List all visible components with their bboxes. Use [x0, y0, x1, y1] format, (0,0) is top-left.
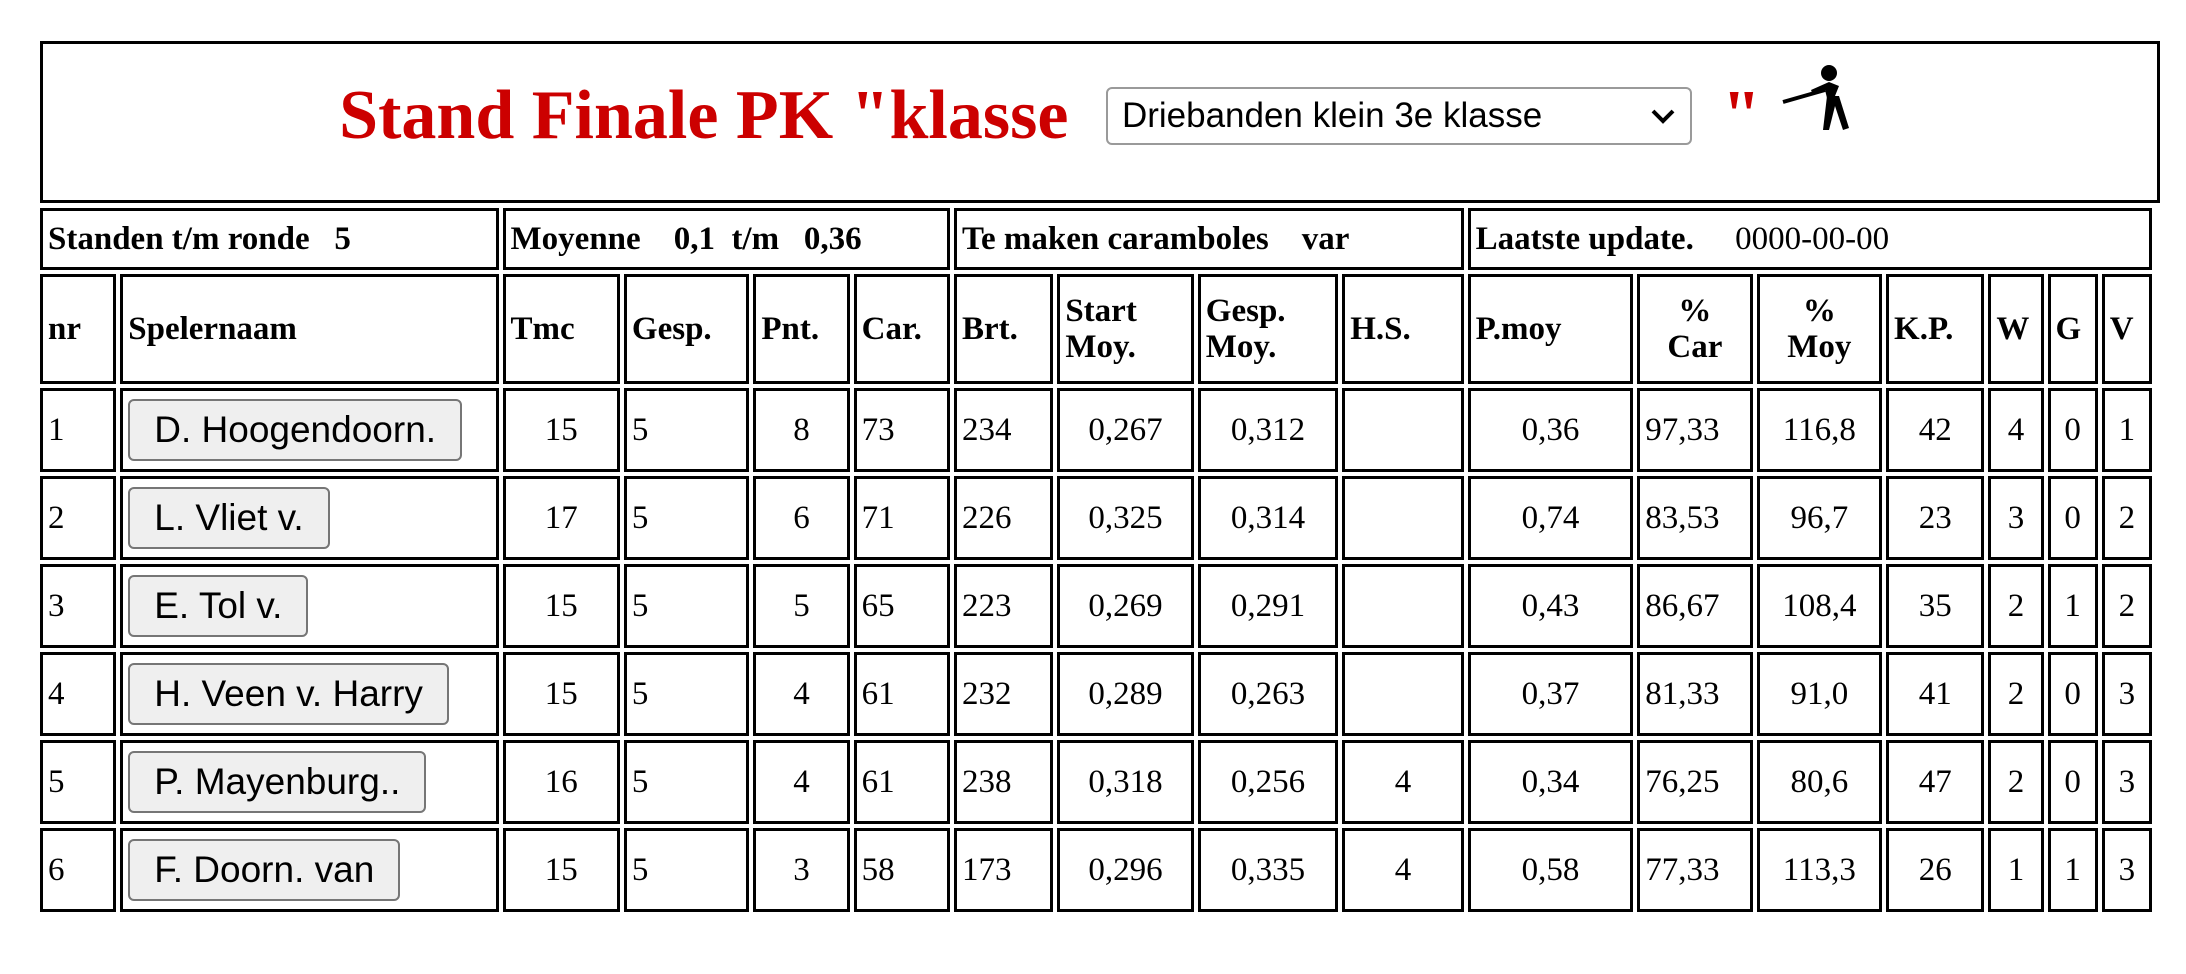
title-box [40, 41, 2160, 203]
cell-tmc: 15 [503, 652, 620, 736]
cell-gesp: 5 [624, 388, 749, 472]
cell-v: 3 [2102, 828, 2152, 912]
cell-kp: 42 [1886, 388, 1984, 472]
standen-label: Standen t/m ronde [48, 220, 310, 257]
standings-rows [40, 388, 2152, 912]
update-label: Laatste update. [1475, 220, 1694, 257]
cell-hs [1342, 388, 1463, 472]
cell-spelernaam [120, 476, 498, 560]
cell-spelernaam [120, 740, 498, 824]
moyenne-from: 0,1 [673, 220, 715, 257]
standings-table [36, 204, 2156, 916]
cell-hs [1342, 476, 1463, 560]
update-cell [1468, 208, 2152, 270]
class-select-value: Driebanden klein 3e klasse [1121, 96, 1543, 135]
cell-hs: 4 [1342, 740, 1463, 824]
cell-g: 0 [2048, 476, 2098, 560]
cell-g: 1 [2048, 828, 2098, 912]
cell-spelernaam [120, 564, 498, 648]
player-button[interactable]: D. Hoogendoorn. [128, 399, 462, 461]
cell-car: 61 [854, 740, 950, 824]
cell-spelernaam [120, 652, 498, 736]
cell-pct-moy: 96,7 [1757, 476, 1882, 560]
col-pct-car [1637, 274, 1752, 384]
cell-kp: 41 [1886, 652, 1984, 736]
player-button[interactable]: L. Vliet v. [128, 487, 329, 549]
player-button[interactable]: P. Mayenburg.. [128, 751, 426, 813]
moyenne-tm: t/m [731, 220, 780, 257]
cell-pct-car: 76,25 [1637, 740, 1752, 824]
cell-pct-car: 83,53 [1637, 476, 1752, 560]
cell-kp: 26 [1886, 828, 1984, 912]
table-row [40, 828, 2152, 912]
cell-pct-moy: 116,8 [1757, 388, 1882, 472]
moyenne-cell [503, 208, 950, 270]
page-title: Stand Finale PK "klasse [339, 77, 1086, 154]
cell-pmoy: 0,58 [1468, 828, 1634, 912]
info-row [40, 208, 2152, 270]
cell-brt: 173 [954, 828, 1053, 912]
cell-spelernaam [120, 828, 498, 912]
cell-nr: 3 [40, 564, 116, 648]
player-button[interactable]: F. Doorn. van [128, 839, 400, 901]
cell-pct-moy: 108,4 [1757, 564, 1882, 648]
cell-start-moy: 0,269 [1057, 564, 1193, 648]
cell-pmoy: 0,74 [1468, 476, 1634, 560]
col-pct-moy [1757, 274, 1882, 384]
table-row [40, 564, 2152, 648]
cell-car: 73 [854, 388, 950, 472]
standen-value: 5 [334, 220, 351, 257]
cell-start-moy: 0,267 [1057, 388, 1193, 472]
cell-hs [1342, 564, 1463, 648]
col-v: V [2102, 274, 2152, 384]
col-start-moy [1057, 274, 1193, 384]
chevron-down-icon [1650, 107, 1676, 125]
cell-g: 0 [2048, 652, 2098, 736]
cell-pnt: 4 [753, 652, 849, 736]
caramboles-label: Te maken caramboles [962, 220, 1269, 257]
cell-pmoy: 0,34 [1468, 740, 1634, 824]
cell-pct-car: 81,33 [1637, 652, 1752, 736]
update-value: 0000-00-00 [1735, 220, 1890, 257]
cell-w: 2 [1988, 740, 2043, 824]
cell-pmoy: 0,36 [1468, 388, 1634, 472]
cell-v: 3 [2102, 652, 2152, 736]
cell-pct-moy: 80,6 [1757, 740, 1882, 824]
cell-gesp-moy: 0,314 [1198, 476, 1338, 560]
cell-gesp: 5 [624, 652, 749, 736]
cell-tmc: 16 [503, 740, 620, 824]
cell-pnt: 5 [753, 564, 849, 648]
col-brt: Brt. [954, 274, 1053, 384]
billiard-player-icon [1781, 62, 1861, 146]
cell-pct-car: 97,33 [1637, 388, 1752, 472]
cell-gesp-moy: 0,256 [1198, 740, 1338, 824]
cell-nr: 5 [40, 740, 116, 824]
cell-car: 61 [854, 652, 950, 736]
cell-g: 0 [2048, 740, 2098, 824]
cell-pct-moy: 113,3 [1757, 828, 1882, 912]
col-car: Car. [854, 274, 950, 384]
cell-car: 71 [854, 476, 950, 560]
cell-pmoy: 0,43 [1468, 564, 1634, 648]
table-row [40, 652, 2152, 736]
title-closing-quote: " [1721, 77, 1761, 154]
cell-gesp: 5 [624, 740, 749, 824]
col-pct-car-line1: % [1678, 292, 1712, 329]
col-w: W [1988, 274, 2043, 384]
cell-brt: 238 [954, 740, 1053, 824]
col-gesp-moy-line1: Gesp. [1205, 292, 1286, 329]
table-row [40, 388, 2152, 472]
cell-gesp-moy: 0,263 [1198, 652, 1338, 736]
caramboles-cell [954, 208, 1464, 270]
cell-gesp-moy: 0,335 [1198, 828, 1338, 912]
cell-brt: 232 [954, 652, 1053, 736]
cell-start-moy: 0,325 [1057, 476, 1193, 560]
cell-start-moy: 0,296 [1057, 828, 1193, 912]
moyenne-label: Moyenne [510, 220, 641, 257]
cell-tmc: 17 [503, 476, 620, 560]
cell-start-moy: 0,289 [1057, 652, 1193, 736]
cell-v: 1 [2102, 388, 2152, 472]
col-nr: nr [40, 274, 116, 384]
cell-gesp-moy: 0,291 [1198, 564, 1338, 648]
cell-tmc: 15 [503, 828, 620, 912]
cell-w: 1 [1988, 828, 2043, 912]
cell-pnt: 6 [753, 476, 849, 560]
cell-pct-car: 86,67 [1637, 564, 1752, 648]
cell-v: 2 [2102, 476, 2152, 560]
player-button[interactable]: H. Veen v. Harry [128, 663, 449, 725]
cell-brt: 234 [954, 388, 1053, 472]
cell-tmc: 15 [503, 564, 620, 648]
cell-spelernaam [120, 388, 498, 472]
cell-gesp: 5 [624, 476, 749, 560]
cell-gesp-moy: 0,312 [1198, 388, 1338, 472]
cell-brt: 223 [954, 564, 1053, 648]
cell-pct-moy: 91,0 [1757, 652, 1882, 736]
table-row [40, 476, 2152, 560]
cell-pnt: 4 [753, 740, 849, 824]
col-pct-moy-line1: % [1802, 292, 1836, 329]
cell-nr: 6 [40, 828, 116, 912]
cell-car: 58 [854, 828, 950, 912]
cell-hs: 4 [1342, 828, 1463, 912]
cell-brt: 226 [954, 476, 1053, 560]
col-hs: H.S. [1342, 274, 1463, 384]
cell-tmc: 15 [503, 388, 620, 472]
cell-kp: 47 [1886, 740, 1984, 824]
header-row [40, 274, 2152, 384]
cell-hs [1342, 652, 1463, 736]
col-pnt: Pnt. [753, 274, 849, 384]
title-row [43, 66, 2157, 166]
standen-cell [40, 208, 499, 270]
cell-start-moy: 0,318 [1057, 740, 1193, 824]
col-spelernaam: Spelernaam [120, 274, 498, 384]
cell-pmoy: 0,37 [1468, 652, 1634, 736]
class-select[interactable] [1106, 87, 1692, 145]
cell-pnt: 8 [753, 388, 849, 472]
caramboles-value: var [1301, 220, 1350, 257]
cell-kp: 35 [1886, 564, 1984, 648]
cell-g: 1 [2048, 564, 2098, 648]
col-tmc: Tmc [503, 274, 620, 384]
cell-gesp: 5 [624, 564, 749, 648]
col-gesp-moy-line2: Moy. [1205, 329, 1277, 365]
cell-kp: 23 [1886, 476, 1984, 560]
col-start-moy-line2: Moy. [1065, 329, 1136, 365]
cell-gesp: 5 [624, 828, 749, 912]
cell-v: 3 [2102, 740, 2152, 824]
cell-pnt: 3 [753, 828, 849, 912]
col-gesp: Gesp. [624, 274, 749, 384]
cell-w: 2 [1988, 564, 2043, 648]
cell-w: 3 [1988, 476, 2043, 560]
player-button[interactable]: E. Tol v. [128, 575, 308, 637]
cell-v: 2 [2102, 564, 2152, 648]
col-gesp-moy [1198, 274, 1338, 384]
moyenne-to: 0,36 [803, 220, 862, 257]
cell-car: 65 [854, 564, 950, 648]
col-g: G [2048, 274, 2098, 384]
cell-pct-car: 77,33 [1637, 828, 1752, 912]
col-pmoy: P.moy [1468, 274, 1634, 384]
col-pct-car-line2: Car [1667, 329, 1723, 365]
cell-nr: 1 [40, 388, 116, 472]
cell-g: 0 [2048, 388, 2098, 472]
col-start-moy-line1: Start [1065, 292, 1137, 329]
table-row [40, 740, 2152, 824]
cell-nr: 2 [40, 476, 116, 560]
col-kp: K.P. [1886, 274, 1984, 384]
cell-nr: 4 [40, 652, 116, 736]
col-pct-moy-line2: Moy [1787, 329, 1852, 365]
cell-w: 4 [1988, 388, 2043, 472]
cell-w: 2 [1988, 652, 2043, 736]
